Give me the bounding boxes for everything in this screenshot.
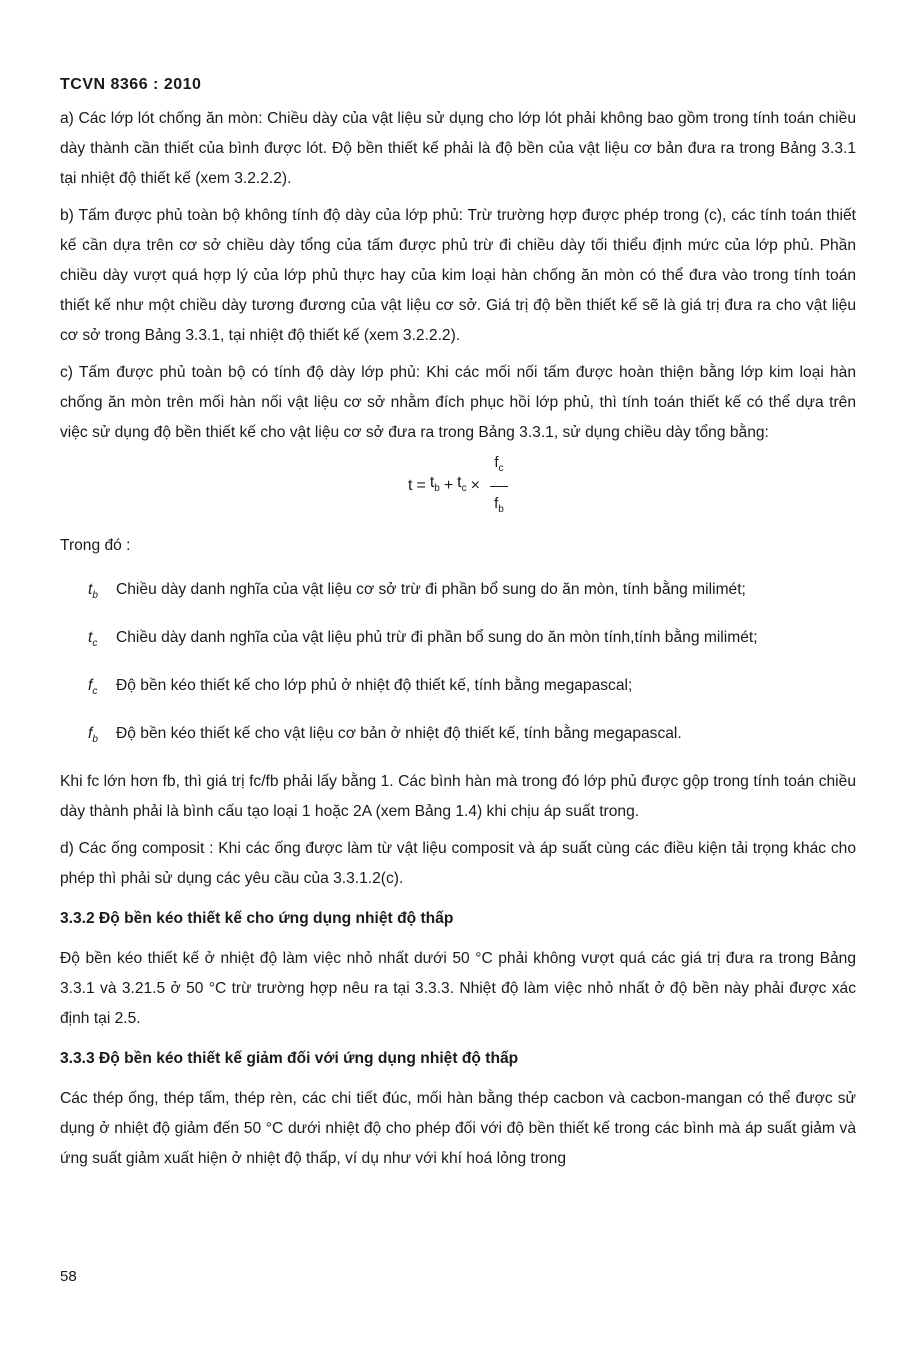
formula-tc: $t_c$ xyxy=(457,473,467,495)
definition-symbol: $t_b$ xyxy=(88,581,98,602)
fraction-denominator: $f_b$ xyxy=(494,494,504,515)
section-332-title: 3.3.2 Độ bền kéo thiết kế cho ứng dụng nhiệt độ thấp xyxy=(60,910,454,928)
definition-tb xyxy=(60,575,856,611)
formula-plus: + xyxy=(443,477,454,494)
formula-tb: $t_b$ xyxy=(429,473,440,495)
section-332-text: Độ bền kéo thiết kế ở nhiệt độ làm việc nhỏ nhất dưới 50 °C phải không vượt quá các giá trị đưa ra trong Bảng 3.3.1 và 3.21.5 ở 50 °C trừ trường hợp nêu ra tại 3.3.3. Nhiệt độ làm việc nhỏ nhất ở độ bền này phải được xác định tại 2.5. xyxy=(60,950,856,1028)
fraction-bar xyxy=(490,486,508,487)
formula-fraction xyxy=(490,448,508,525)
definition-symbol: $f_b$ xyxy=(88,725,98,746)
document-body xyxy=(60,104,856,1181)
paragraph-d: d) Các ống composit : Khi các ống được làm từ vật liệu composit và áp suất cùng các điều kiện tải trọng khác cho phép thì phải sử dụng các yêu cầu của 3.3.1.2(c). xyxy=(60,840,856,888)
section-333-text: Các thép ống, thép tấm, thép rèn, các chi tiết đúc, mối hàn bằng thép cacbon và cacbon-mangan có thể được sử dụng ở nhiệt độ giảm đến 50 °C dưới nhiệt độ cho phép đối với độ bền thiết kế trong các bình mà áp suất giảm và ứng suất giảm xuất hiện ở nhiệt độ thấp, ví dụ như với khí hoá lỏng trong xyxy=(60,1090,856,1168)
definition-symbol: $t_c$ xyxy=(88,629,98,650)
document-code: TCVN 8366 : 2010 xyxy=(60,76,202,93)
where-label: Trong đó : xyxy=(60,537,131,554)
paragraph-b: b) Tấm được phủ toàn bộ không tính độ dày của lớp phủ: Trừ trường hợp được phép trong (c), các tính toán thiết kế cần dựa trên cơ sở chiều dày tổng của tấm được phủ trừ đi chiều dày tối thiểu định mức của lớp phủ. Phần chiều dày vượt quá hợp lý của lớp phủ thực hay của kim loại hàn chống ăn mòn có thể đưa vào trong tính toán thiết kế như một chiều dày tương đương của vật liệu cơ sở. Giá trị độ bền thiết kế sẽ là giá trị đưa ra cho vật liệu cơ sở trong Bảng 3.3.1, tại nhiệt độ thiết kế (xem 3.2.2.2). xyxy=(60,207,856,344)
formula-times: × xyxy=(470,477,480,494)
definition-symbol: $f_c$ xyxy=(88,677,98,698)
definition-text: Chiều dày danh nghĩa của vật liệu phủ trừ đi phần bổ sung do ăn mòn tính,tính bằng milimét; xyxy=(116,629,758,647)
fraction-numerator: $f_c$ xyxy=(494,453,504,474)
paragraph-after-definitions: Khi fc lớn hơn fb, thì giá trị fc/fb phải lấy bằng 1. Các bình hàn mà trong đó lớp phủ được gộp trong tính toán chiều dày thành phải là bình cấu tạo loại 1 hoặc 2A (xem Bảng 1.4) khi chịu áp suất trong. xyxy=(60,773,856,821)
definition-text: Độ bền kéo thiết kế cho lớp phủ ở nhiệt độ thiết kế, tính bằng megapascal; xyxy=(116,677,633,695)
definition-tc xyxy=(60,623,856,659)
definition-fb xyxy=(60,719,856,755)
paragraph-c: c) Tấm được phủ toàn bộ có tính độ dày lớp phủ: Khi các mối nối tấm được hoàn thiện bằng lớp kim loại hàn chống ăn mòn trên mối hàn nối vật liệu cơ sở nhằm đích phục hồi lớp phủ, thì tính toán thiết kế có thể dựa trên việc sử dụng độ bền thiết kế cho vật liệu cơ sở đưa ra trong Bảng 3.3.1, sử dụng chiều dày tổng bằng: xyxy=(60,364,856,441)
formula-equals: = xyxy=(416,477,426,494)
section-333-title: 3.3.3 Độ bền kéo thiết kế giảm đối với ứng dụng nhiệt độ thấp xyxy=(60,1050,519,1068)
thickness-formula xyxy=(60,455,856,517)
definition-text: Chiều dày danh nghĩa của vật liệu cơ sở trừ đi phần bổ sung do ăn mòn, tính bằng milimét; xyxy=(116,581,746,598)
formula-t: t xyxy=(408,477,413,494)
page-number: 58 xyxy=(60,1268,77,1285)
definition-fc xyxy=(60,671,856,707)
definition-text: Độ bền kéo thiết kế cho vật liệu cơ bản ở nhiệt độ thiết kế, tính bằng megapascal. xyxy=(116,725,682,743)
paragraph-a: a) Các lớp lót chống ăn mòn: Chiều dày của vật liệu sử dụng cho lớp lót phải không bao gồm trong tính toán chiều dày thành cần thiết của bình được lót. Độ bền thiết kế phải là độ bền của vật liệu cơ bản đưa ra trong Bảng 3.3.1 tại nhiệt độ thiết kế (xem 3.2.2.2). xyxy=(60,110,856,187)
